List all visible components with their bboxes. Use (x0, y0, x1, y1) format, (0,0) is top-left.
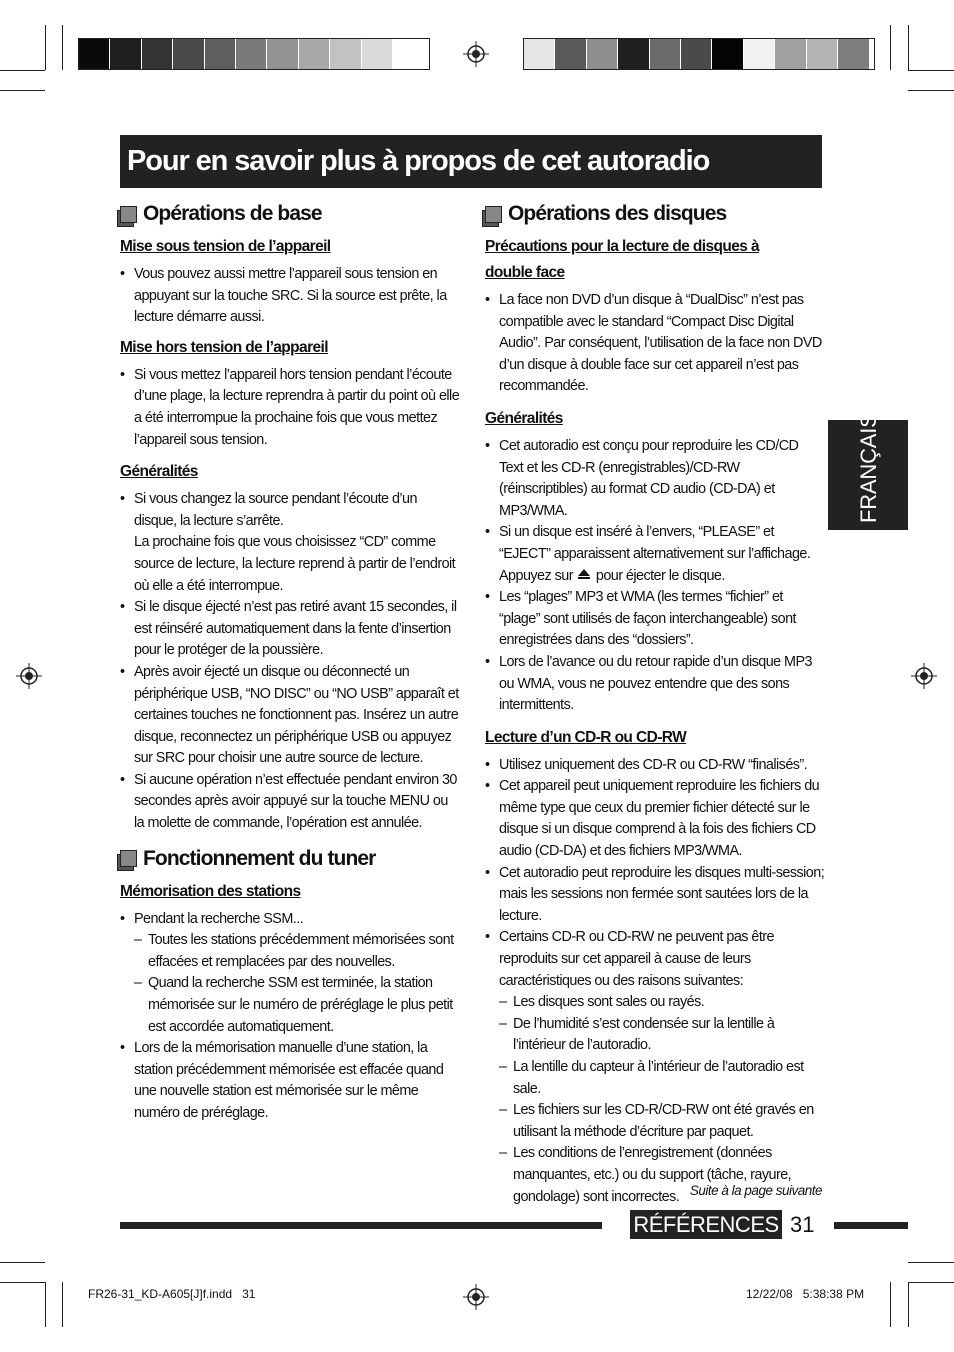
language-tab (828, 413, 908, 530)
crop-mark (0, 1262, 45, 1263)
bullet-list (485, 755, 825, 1208)
page-title-bar (120, 135, 822, 188)
dash-list (499, 992, 825, 1208)
list-item: • Si le disque éjecté n’est pas retiré avant 15 secondes, il est réinséré automatiquement dans la fente d’insertion pour le protéger de la poussière. (120, 597, 460, 662)
list-item: • Les “plages” MP3 et WMA (les termes “fichier” et “plage” sont utilisés de façon interchangeable) sont enregistrées dans des “dossiers”. (485, 587, 825, 652)
crop-mark (908, 25, 909, 70)
registration-mark-icon (463, 1284, 489, 1310)
crop-mark (908, 70, 954, 71)
section-square-icon (120, 206, 137, 223)
dash-list (134, 930, 460, 1038)
crop-mark (908, 1282, 909, 1327)
color-swatch (524, 39, 555, 69)
list-item: • Utilisez uniquement des CD-R ou CD-RW “finalisés”. (485, 755, 825, 777)
list-item: – Les conditions de l’enregistrement (données manquantes, etc.) ou du support (tâche, rayure, gondolage) sont incorrectes. (499, 1143, 825, 1208)
color-swatch (110, 39, 141, 69)
crop-mark (908, 1282, 954, 1283)
list-item: – De l’humidité s’est condensée sur la lentille à l’intérieur de l’autoradio. (499, 1014, 825, 1057)
section-square-icon (120, 850, 137, 867)
color-swatch (587, 39, 618, 69)
subheading: Mise sous tension de l’appareil (120, 238, 331, 255)
list-item: • Cet appareil peut uniquement reproduire les fichiers du même type que ceux du premier fichier détecté sur le disque si un disque comprend à la fois des fichiers CD audio (CD-DA) et des fichiers MP3/WMA. (485, 776, 825, 862)
spacer (120, 835, 460, 845)
crop-mark (0, 70, 45, 71)
footer-rule (834, 1222, 908, 1229)
bullet-list (120, 489, 460, 835)
print-slug-date: 12/22/08 5:38:38 PM (746, 1287, 865, 1301)
color-calibration-bar-left (78, 38, 430, 70)
right-column (485, 200, 825, 1208)
footer-rule (120, 1222, 602, 1229)
color-swatch (712, 39, 743, 69)
section-label: RÉFÉRENCES (630, 1210, 782, 1239)
registration-mark-icon (16, 663, 42, 689)
color-swatch (299, 39, 330, 69)
registration-mark-icon (911, 663, 937, 689)
list-item: – Toutes les stations précédemment mémorisées sont effacées et remplacées par des nouvelles. (134, 930, 460, 973)
list-item: • Lors de la mémorisation manuelle d’une station, la station précédemment mémorisée est effacée quand une nouvelle station est mémorisée sur le même numéro de préréglage. (120, 1038, 460, 1124)
crop-mark (45, 1282, 46, 1327)
list-item: • Cet autoradio est conçu pour reproduire les CD/CD Text et les CD-R (enregistrables)/CD-RW (réinscriptibles) au format CD audio (CD-DA) et MP3/WMA. (485, 436, 825, 522)
section-square-icon (485, 206, 502, 223)
list-item: • Après avoir éjecté un disque ou déconnecté un périphérique USB, “NO DISC” ou “NO USB” apparaît et certaines touches ne fonctionnent pas. Insérez un autre disque, reconnectez un périphérique USB ou appuyez sur SRC pour choisir une autre source de lecture. (120, 662, 460, 770)
bullet-list (120, 909, 460, 1125)
list-item: • Certains CD-R ou CD-RW ne peuvent pas être reproduits sur cet appareil à cause de leurs caractéristiques ou des raisons suivantes: – Les disques sont sales ou rayés. – De l’humidité s’est condensée sur la lentille à l’intérieur de l’autoradio. – La lentille du capteur à l’intérieur de l’autoradio est sale. – Les fichiers sur les CD-R/CD-RW ont été gravés en utilisant la méthode d’écriture par paquet. – Les conditions de l’enregistrement (données manquantes, etc.) ou du support (tâche, rayure, gondolage) sont incorrectes. (485, 927, 825, 1208)
crop-mark (62, 1282, 63, 1327)
color-swatch (681, 39, 712, 69)
subheading: Précautions pour la lecture de disques à double face (485, 238, 760, 281)
list-item: • Pendant la recherche SSM... – Toutes les stations précédemment mémorisées sont effacées et remplacées par des nouvelles. – Quand la recherche SSM est terminée, la station mémorisée sur le numéro de préréglage le plus petit est accordée automatiquement. (120, 909, 460, 1039)
color-swatch (838, 39, 869, 69)
list-item: – La lentille du capteur à l’intérieur de l’autoradio est sale. (499, 1057, 825, 1100)
color-swatch (362, 39, 393, 69)
list-item: • Si un disque est inséré à l’envers, “PLEASE” et “EJECT” apparaissent alternativement sur l’affichage. Appuyez sur pour éjecter le disque. (485, 522, 825, 587)
list-item: • Si aucune opération n’est effectuée pendant environ 30 secondes après avoir appuyé sur la touche MENU ou la molette de commande, l’opération est annulée. (120, 770, 460, 835)
color-swatch (650, 39, 681, 69)
color-swatch (267, 39, 298, 69)
color-swatch (142, 39, 173, 69)
list-item: – Quand la recherche SSM est terminée, la station mémorisée sur le numéro de préréglage le plus petit est accordée automatiquement. (134, 973, 460, 1038)
crop-mark (0, 90, 45, 91)
color-swatch (618, 39, 649, 69)
continued-note: Suite à la page suivante (689, 1183, 822, 1198)
registration-mark-icon (463, 41, 489, 67)
list-item: • Cet autoradio peut reproduire les disques multi-session; mais les sessions non fermée sont sautées lors de la lecture. (485, 863, 825, 928)
section-heading: Opérations de base (120, 200, 460, 228)
crop-mark (45, 25, 46, 70)
color-swatch (775, 39, 806, 69)
color-calibration-bar-right (523, 38, 875, 70)
list-item: • La face non DVD d’un disque à “DualDisc” n’est pas compatible avec le standard “Compact Disc Digital Audio”. Par conséquent, l’utilisation de la face non DVD d’un disque à double face sur cet appareil n’est pas recommandée. (485, 290, 825, 398)
color-swatch (393, 39, 424, 69)
crop-mark (890, 25, 891, 70)
eject-icon (578, 569, 590, 576)
color-swatch (173, 39, 204, 69)
list-item: • Vous pouvez aussi mettre l’appareil sous tension en appuyant sur la touche SRC. Si la source est prête, la lecture démarre aussi. (120, 264, 460, 329)
subheading: Généralités (120, 463, 198, 481)
color-swatch (236, 39, 267, 69)
page-number: 31 (790, 1212, 815, 1237)
list-item: • Si vous mettez l’appareil hors tension pendant l’écoute d’une plage, la lecture reprendra à partir du point où elle a été interrompue la prochaine fois que vous mettez l’appareil sous tension. (120, 365, 460, 451)
subheading: Mémorisation des stations (120, 882, 301, 900)
crop-mark (908, 90, 954, 91)
language-tab-label: FRANÇAIS (856, 413, 881, 523)
list-item: – Les disques sont sales ou rayés. (499, 992, 825, 1014)
crop-mark (890, 1282, 891, 1327)
color-swatch (555, 39, 586, 69)
print-slug-file: FR26-31_KD-A605[J]f.indd 31 (88, 1287, 256, 1301)
bullet-list (485, 290, 825, 398)
crop-mark (908, 1262, 954, 1263)
subheading: Mise hors tension de l’appareil (120, 338, 328, 356)
bullet-list (120, 365, 460, 451)
subheading: Généralités (485, 409, 563, 427)
bullet-list (485, 436, 825, 717)
list-item: • Lors de l’avance ou du retour rapide d’un disque MP3 ou WMA, vous ne pouvez entendre que des sons intermittents. (485, 652, 825, 717)
color-swatch (807, 39, 838, 69)
section-heading: Fonctionnement du tuner (120, 845, 460, 873)
color-swatch (205, 39, 236, 69)
crop-mark (62, 25, 63, 70)
left-column (120, 200, 460, 1125)
list-item: – Les fichiers sur les CD-R/CD-RW ont été gravés en utilisant la méthode d’écriture par paquet. (499, 1100, 825, 1143)
crop-mark (0, 1282, 45, 1283)
bullet-list (120, 264, 460, 329)
color-swatch (79, 39, 110, 69)
color-swatch (330, 39, 361, 69)
color-swatch (744, 39, 775, 69)
section-heading: Opérations des disques (485, 200, 825, 228)
list-item: • Si vous changez la source pendant l’écoute d’un disque, la lecture s’arrête. La prochaine fois que vous choisissez “CD” comme source de lecture, la lecture reprend à partir de l’endroit où elle a été interrompue. (120, 489, 460, 597)
page-title: Pour en savoir plus à propos de cet autoradio (127, 145, 710, 177)
subheading: Lecture d’un CD-R ou CD-RW (485, 728, 687, 746)
